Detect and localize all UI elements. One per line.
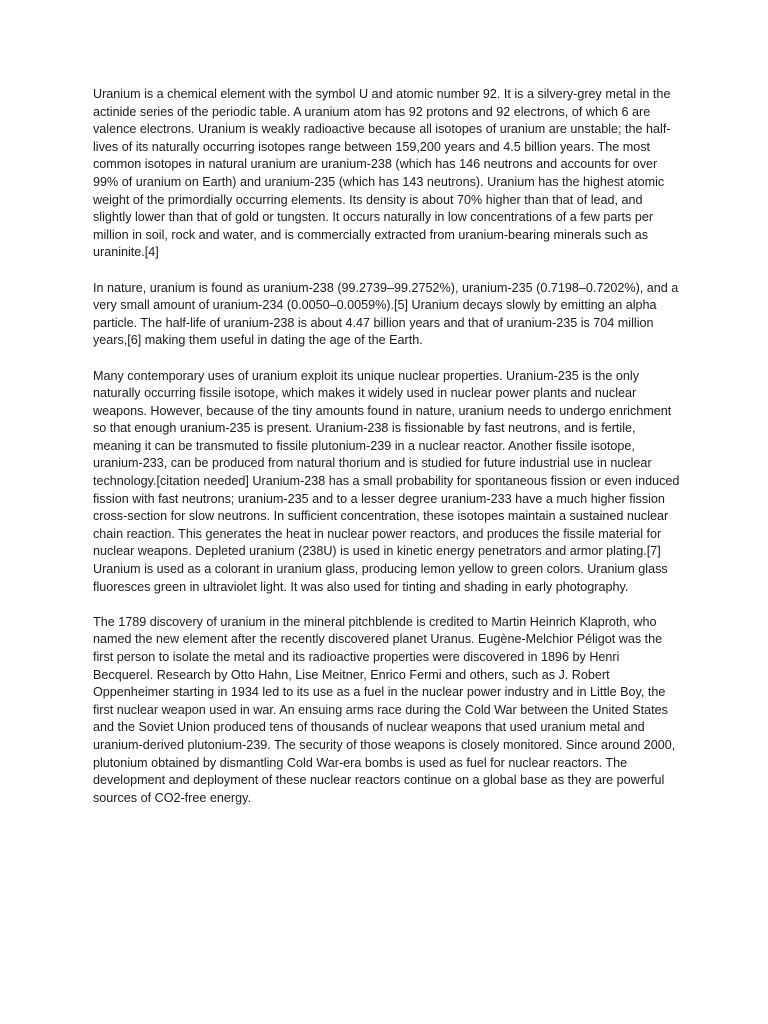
document-page [93,86,681,825]
paragraph-uses: Many contemporary uses of uranium exploit its unique nuclear properties. Uranium-235 is the only naturally occurring fissile isotope, which makes it widely used in nuclear power plants and nuclear weapons. However, because of the tiny amounts found in nature, uranium needs to undergo enrichment so that enough uranium-235 is present. Uranium-238 is fissionable by fast neutrons, and is fertile, meaning it can be transmuted to fissile plutonium-239 in a nuclear reactor. Another fissile isotope, uranium-233, can be produced from natural thorium and is studied for future industrial use in nuclear technology.[citation needed] Uranium-238 has a small probability for spontaneous fission or even induced fission with fast neutrons; uranium-235 and to a lesser degree uranium-233 have a much higher fission cross-section for slow neutrons. In sufficient concentration, these isotopes maintain a sustained nuclear chain reaction. This generates the heat in nuclear power reactors, and produces the fissile material for nuclear weapons. Depleted uranium (238U) is used in kinetic energy penetrators and armor plating.[7] Uranium is used as a colorant in uranium glass, producing lemon yellow to green colors. Uranium glass fluoresces green in ultraviolet light. It was also used for tinting and shading in early photography. [93,368,680,594]
paragraph-history: The 1789 discovery of uranium in the mineral pitchblende is credited to Martin Heinrich Klaproth, who named the new element after the recently discovered planet Uranus. Eugène-Melchior Péligot was the first person to isolate the metal and its radioactive properties were discovered in 1896 by Henri Becquerel. Research by Otto Hahn, Lise Meitner, Enrico Fermi and others, such as J. Robert Oppenheimer starting in 1934 led to its use as a fuel in the nuclear power industry and in Little Boy, the first nuclear weapon used in war. An ensuing arms race during the Cold War between the United States and the Soviet Union produced tens of thousands of nuclear weapons that used uranium metal and uranium-derived plutonium-239. The security of those weapons is closely monitored. Since around 2000, plutonium obtained by dismantling Cold War-era bombs is used as fuel for nuclear reactors. The development and deployment of these nuclear reactors continue on a global base as they are powerful sources of CO2-free energy. [93,614,676,805]
paragraph-isotopes: In nature, uranium is found as uranium-238 (99.2739–99.2752%), uranium-235 (0.7198–0.7202%), and a very small amount of uranium-234 (0.0050–0.0059%).[5] Uranium decays slowly by emitting an alpha particle. The half-life of uranium-238 is about 4.47 billion years and that of uranium-235 is 704 million years,[6] making them useful in dating the age of the Earth. [93,280,679,348]
paragraph-intro: Uranium is a chemical element with the symbol U and atomic number 92. It is a silvery-grey metal in the actinide series of the periodic table. A uranium atom has 92 protons and 92 electrons, of which 6 are valence electrons. Uranium is weakly radioactive because all isotopes of uranium are unstable; the half-lives of its naturally occurring isotopes range between 159,200 years and 4.5 billion years. The most common isotopes in natural uranium are uranium-238 (which has 146 neutrons and accounts for over 99% of uranium on Earth) and uranium-235 (which has 143 neutrons). Uranium has the highest atomic weight of the primordially occurring elements. Its density is about 70% higher than that of lead, and slightly lower than that of gold or tungsten. It occurs naturally in low concentrations of a few parts per million in soil, rock and water, and is commercially extracted from uranium-bearing minerals such as uraninite.[4] [93,87,671,260]
